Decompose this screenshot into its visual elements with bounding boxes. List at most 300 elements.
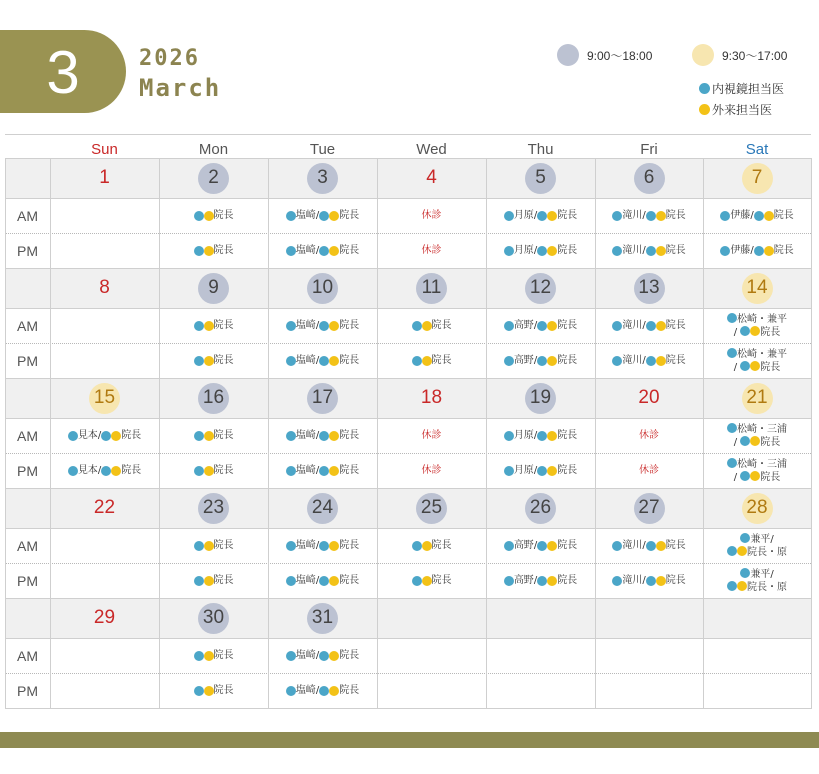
closed-label: 休診: [639, 464, 659, 476]
yellow-dot-icon: [204, 651, 214, 661]
day-header-thu: Thu: [527, 141, 554, 158]
endoscopy-doctor: 月原: [513, 244, 534, 256]
endoscopy-doctor: 滝川: [622, 209, 643, 221]
endoscopy-doctor: 滝川: [622, 354, 643, 366]
doctor-name: 院長: [760, 436, 781, 448]
pm-label: PM: [17, 242, 38, 259]
doctor-name: 院長: [557, 209, 578, 221]
blue-dot-icon: [319, 541, 329, 551]
schedule-slot[interactable]: [159, 453, 268, 488]
yellow-dot-icon: [699, 104, 710, 115]
blue-dot-icon: [504, 246, 514, 256]
schedule-slot[interactable]: 塩崎 / 院長: [268, 563, 377, 598]
date-cell[interactable]: [268, 378, 377, 418]
grid-line: [5, 308, 811, 309]
schedule-slot[interactable]: [159, 563, 268, 598]
yellow-dot-icon: [656, 246, 666, 256]
endoscopy-doctor: 兼平: [750, 568, 771, 580]
blue-dot-icon: [286, 211, 296, 221]
blue-dot-icon: [727, 423, 737, 433]
date-cell[interactable]: [377, 268, 486, 308]
date-cell[interactable]: [595, 158, 703, 198]
blue-dot-icon: [612, 356, 622, 366]
yellow-dot-icon: [547, 356, 557, 366]
doctor-name: 院長: [121, 429, 142, 441]
blue-dot-icon: [720, 211, 730, 221]
date-number: 20: [638, 387, 660, 408]
day-header-wed: Wed: [416, 141, 447, 158]
yellow-dot-icon: [764, 246, 774, 256]
blue-dot-icon: [740, 436, 750, 446]
yellow-dot-icon: [329, 431, 339, 441]
date-number: 17: [311, 387, 334, 408]
schedule-slot[interactable]: 高野 / 院長: [486, 528, 595, 563]
legend-outpatient-text: 外来担当医: [712, 103, 773, 117]
endoscopy-doctor: 塩崎: [295, 464, 316, 476]
doctor-name: 院長: [557, 464, 578, 476]
yellow-dot-icon: [656, 541, 666, 551]
dotted-divider: [5, 673, 811, 674]
blue-dot-icon: [740, 533, 750, 543]
schedule-slot[interactable]: [159, 308, 268, 343]
date-cell[interactable]: [268, 268, 377, 308]
date-cell[interactable]: [159, 598, 268, 638]
blue-dot-icon: [194, 686, 204, 696]
yellow-dot-icon: [547, 211, 557, 221]
blue-dot-icon: [504, 321, 514, 331]
doctor-name: 院長: [773, 244, 794, 256]
date-cell[interactable]: [486, 268, 595, 308]
endoscopy-doctor: 塩崎: [295, 574, 316, 586]
yellow-dot-icon: [547, 541, 557, 551]
doctor-name: 院長: [665, 354, 686, 366]
date-cell[interactable]: [159, 268, 268, 308]
schedule-slot[interactable]: 塩崎 / 院長: [268, 343, 377, 378]
schedule-slot[interactable]: [595, 418, 703, 453]
schedule-slot[interactable]: 滝川 / 院長: [595, 343, 703, 378]
yellow-dot-icon: [204, 431, 214, 441]
calendar-grid: [5, 134, 811, 709]
endoscopy-doctor: 塩崎: [295, 244, 316, 256]
doctor-name: 院長: [339, 574, 360, 586]
date-number: 15: [93, 387, 116, 408]
date-cell[interactable]: [50, 378, 159, 418]
schedule-slot[interactable]: 塩崎 / 院長: [268, 453, 377, 488]
date-cell[interactable]: [595, 378, 703, 418]
date-cell[interactable]: [159, 488, 268, 528]
grid-line: [5, 528, 811, 529]
date-cell[interactable]: [703, 158, 811, 198]
doctor-name: 院長: [121, 464, 142, 476]
blue-dot-icon: [286, 686, 296, 696]
blue-dot-icon: [504, 356, 514, 366]
schedule-slot[interactable]: 塩崎 / 院長: [268, 528, 377, 563]
date-number: 18: [420, 387, 443, 408]
blue-dot-icon: [537, 246, 547, 256]
yellow-dot-icon: [422, 541, 432, 551]
blue-dot-icon: [646, 541, 656, 551]
schedule-slot[interactable]: 滝川 / 院長: [595, 308, 703, 343]
endoscopy-doctor: 見本: [77, 429, 98, 441]
date-number: 22: [93, 497, 116, 518]
blue-dot-icon: [194, 431, 204, 441]
blue-dot-icon: [101, 466, 111, 476]
date-cell[interactable]: [486, 378, 595, 418]
endoscopy-doctor: 伊藤: [730, 209, 751, 221]
date-cell[interactable]: [703, 378, 811, 418]
date-cell[interactable]: [377, 378, 486, 418]
schedule-slot[interactable]: 松崎・兼平 / 院長: [703, 308, 811, 343]
yellow-dot-icon: [329, 576, 339, 586]
date-number: 12: [529, 277, 552, 298]
schedule-slot[interactable]: [595, 453, 703, 488]
schedule-slot[interactable]: 塩崎 / 院長: [268, 418, 377, 453]
schedule-slot[interactable]: 塩崎 / 院長: [268, 308, 377, 343]
blue-dot-icon: [612, 246, 622, 256]
schedule-slot[interactable]: 月原 / 院長: [486, 233, 595, 268]
schedule-slot[interactable]: 塩崎 / 院長: [268, 233, 377, 268]
schedule-slot[interactable]: 月原 / 院長: [486, 418, 595, 453]
yellow-dot-icon: [329, 321, 339, 331]
blue-dot-icon: [646, 576, 656, 586]
blue-dot-icon: [412, 541, 422, 551]
endoscopy-doctor: 松崎・兼平: [737, 313, 787, 325]
am-label: AM: [17, 317, 38, 334]
doctor-name: 院長: [339, 464, 360, 476]
endoscopy-doctor: 松崎・兼平: [737, 348, 787, 360]
doctor-name: 院長: [557, 354, 578, 366]
blue-dot-icon: [727, 581, 737, 591]
schedule-slot[interactable]: 兼平/ 院長・原: [703, 528, 811, 563]
date-number: 26: [529, 497, 552, 518]
schedule-slot[interactable]: 塩崎 / 院長: [268, 198, 377, 233]
date-number: 13: [638, 277, 660, 298]
grid-line: [5, 638, 811, 639]
doctor-name: 院長: [339, 244, 360, 256]
blue-dot-icon: [504, 541, 514, 551]
legend-endoscopy-text: 内視鏡担当医: [712, 82, 785, 96]
date-cell[interactable]: [268, 488, 377, 528]
blue-dot-icon: [537, 211, 547, 221]
closed-label: 休診: [421, 244, 442, 256]
doctor-name: 院長: [431, 539, 452, 551]
schedule-slot[interactable]: 伊藤 / 院長: [703, 198, 811, 233]
schedule-slot[interactable]: [377, 233, 486, 268]
blue-dot-icon: [740, 361, 750, 371]
date-number: 29: [93, 607, 116, 628]
doctor-name: 院長: [665, 319, 686, 331]
endoscopy-doctor: 見本: [77, 464, 98, 476]
endoscopy-doctor: 松崎・三浦: [737, 458, 787, 470]
doctor-name: 院長: [213, 464, 234, 476]
doctor-name: 院長: [213, 684, 234, 696]
date-cell[interactable]: [50, 488, 159, 528]
yellow-dot-icon: [204, 466, 214, 476]
blue-dot-icon: [286, 541, 296, 551]
yellow-dot-icon: [204, 211, 214, 221]
doctor-name: 院長: [557, 319, 578, 331]
schedule-slot[interactable]: 月原 / 院長: [486, 453, 595, 488]
schedule-slot[interactable]: 滝川 / 院長: [595, 198, 703, 233]
doctor-name: 院長・原: [747, 581, 787, 593]
yellow-dot-icon: [329, 686, 339, 696]
date-number: 14: [746, 277, 768, 298]
schedule-slot[interactable]: [377, 563, 486, 598]
date-cell[interactable]: [268, 598, 377, 638]
schedule-slot[interactable]: 月原 / 院長: [486, 198, 595, 233]
dotted-divider: [5, 343, 811, 344]
date-cell[interactable]: [50, 158, 159, 198]
blue-dot-icon: [537, 541, 547, 551]
schedule-slot[interactable]: 滝川 / 院長: [595, 528, 703, 563]
doctor-name: 院長: [213, 574, 234, 586]
grid-line: [5, 268, 811, 269]
schedule-slot[interactable]: 松崎・三浦 / 院長: [703, 418, 811, 453]
blue-dot-icon: [537, 356, 547, 366]
grid-line: [811, 158, 812, 709]
endoscopy-doctor: 高野: [513, 574, 534, 586]
dotted-divider: [5, 453, 811, 454]
endoscopy-doctor: 高野: [513, 354, 534, 366]
yellow-dot-icon: [547, 576, 557, 586]
schedule-slot[interactable]: 高野 / 院長: [486, 563, 595, 598]
blue-dot-icon: [319, 651, 329, 661]
blue-dot-icon: [727, 348, 737, 358]
grid-line: [5, 488, 811, 489]
yellow-dot-icon: [204, 576, 214, 586]
schedule-slot[interactable]: [159, 233, 268, 268]
doctor-name: 院長: [339, 649, 360, 661]
date-cell[interactable]: [159, 378, 268, 418]
schedule-slot[interactable]: [159, 418, 268, 453]
schedule-slot[interactable]: [159, 198, 268, 233]
yellow-dot-icon: [656, 576, 666, 586]
blue-dot-icon: [504, 431, 514, 441]
doctor-name: 院長: [665, 244, 686, 256]
schedule-slot[interactable]: [377, 198, 486, 233]
blue-dot-icon: [319, 211, 329, 221]
schedule-slot[interactable]: [377, 453, 486, 488]
date-cell[interactable]: [159, 158, 268, 198]
legend-gray-text: 9:00〜18:00: [587, 48, 653, 63]
endoscopy-doctor: 高野: [513, 539, 534, 551]
blue-dot-icon: [537, 321, 547, 331]
date-cell[interactable]: [50, 268, 159, 308]
schedule-slot[interactable]: 高野 / 院長: [486, 343, 595, 378]
schedule-slot[interactable]: 見本 / 院長: [50, 418, 159, 453]
doctor-name: 院長: [665, 574, 686, 586]
day-header-tue: Tue: [309, 141, 336, 158]
schedule-slot[interactable]: [159, 343, 268, 378]
grid-line: [5, 418, 811, 419]
date-number: 7: [751, 167, 763, 188]
closed-label: 休診: [639, 429, 659, 441]
closed-label: 休診: [421, 429, 442, 441]
doctor-name: 院長: [339, 429, 360, 441]
doctor-name: 院長: [213, 319, 234, 331]
blue-dot-icon: [740, 326, 750, 336]
schedule-slot[interactable]: 高野 / 院長: [486, 308, 595, 343]
date-number: 4: [426, 167, 437, 188]
blue-dot-icon: [412, 321, 422, 331]
blue-dot-icon: [727, 546, 737, 556]
schedule-slot[interactable]: 塩崎 / 院長: [268, 638, 377, 673]
yellow-dot-icon: [329, 651, 339, 661]
schedule-slot[interactable]: 滝川 / 院長: [595, 233, 703, 268]
yellow-dot-icon: [547, 466, 557, 476]
yellow-dot-icon: [204, 686, 214, 696]
date-cell[interactable]: [486, 158, 595, 198]
endoscopy-doctor: 伊藤: [730, 244, 751, 256]
month-name: March: [139, 74, 222, 102]
footer-bar: [0, 732, 819, 748]
yellow-dot-icon: [750, 436, 760, 446]
endoscopy-doctor: 塩崎: [295, 684, 316, 696]
endoscopy-doctor: 塩崎: [295, 354, 316, 366]
blue-dot-icon: [194, 576, 204, 586]
yellow-dot-icon: [547, 246, 557, 256]
doctor-name: 院長: [339, 209, 360, 221]
schedule-slot[interactable]: 滝川 / 院長: [595, 563, 703, 598]
endoscopy-doctor: 月原: [513, 209, 534, 221]
closed-label: 休診: [421, 209, 442, 221]
grid-line: [703, 158, 704, 709]
grid-line: [5, 708, 811, 709]
blue-dot-icon: [699, 83, 710, 94]
grid-line: [595, 158, 596, 709]
schedule-slot[interactable]: 松崎・兼平 / 院長: [703, 343, 811, 378]
am-label: AM: [17, 537, 38, 554]
date-cell[interactable]: [703, 488, 811, 528]
blue-dot-icon: [286, 321, 296, 331]
yellow-dot-icon: [329, 356, 339, 366]
yellow-dot-icon: [656, 321, 666, 331]
date-number: 2: [208, 167, 219, 188]
date-number: 16: [202, 387, 225, 408]
doctor-name: 院長: [665, 539, 686, 551]
blue-dot-icon: [319, 466, 329, 476]
blue-dot-icon: [286, 356, 296, 366]
schedule-slot[interactable]: 兼平/ 院長・原: [703, 563, 811, 598]
date-cell[interactable]: [703, 268, 811, 308]
blue-dot-icon: [537, 466, 547, 476]
date-cell[interactable]: [595, 268, 703, 308]
date-number: 1: [99, 167, 110, 188]
yellow-dot-icon: [329, 466, 339, 476]
blue-dot-icon: [194, 541, 204, 551]
date-number: 9: [208, 277, 219, 298]
legend-endoscopy: [699, 80, 784, 97]
am-label: AM: [17, 647, 38, 664]
doctor-name: 院長: [339, 539, 360, 551]
schedule-slot[interactable]: [377, 528, 486, 563]
yellow-dot-icon: [764, 211, 774, 221]
schedule-slot[interactable]: 伊藤 / 院長: [703, 233, 811, 268]
pm-label: PM: [17, 682, 38, 699]
blue-dot-icon: [504, 211, 514, 221]
day-header-sun: Sun: [91, 141, 118, 158]
grid-line: [50, 158, 51, 709]
blue-dot-icon: [646, 321, 656, 331]
schedule-slot[interactable]: 見本 / 院長: [50, 453, 159, 488]
endoscopy-doctor: 兼平: [750, 533, 771, 545]
blue-dot-icon: [504, 576, 514, 586]
date-cell[interactable]: [377, 488, 486, 528]
endoscopy-doctor: 松崎・三浦: [737, 423, 787, 435]
yellow-dot-icon: [547, 321, 557, 331]
schedule-slot[interactable]: 松崎・三浦 / 院長: [703, 453, 811, 488]
blue-dot-icon: [537, 431, 547, 441]
blue-dot-icon: [612, 321, 622, 331]
endoscopy-doctor: 塩崎: [295, 429, 316, 441]
schedule-slot[interactable]: [159, 528, 268, 563]
pm-label: PM: [17, 572, 38, 589]
date-cell[interactable]: [268, 158, 377, 198]
yellow-dot-icon: [111, 431, 121, 441]
blue-dot-icon: [754, 246, 764, 256]
date-cell[interactable]: [50, 598, 159, 638]
blue-dot-icon: [319, 356, 329, 366]
blue-dot-icon: [612, 211, 622, 221]
blue-dot-icon: [319, 576, 329, 586]
endoscopy-doctor: 塩崎: [295, 319, 316, 331]
doctor-name: 院長: [213, 244, 234, 256]
yellow-dot-icon: [422, 321, 432, 331]
doctor-name: 院長: [665, 209, 686, 221]
doctor-name: 院長: [213, 209, 234, 221]
date-cell[interactable]: [486, 488, 595, 528]
date-number: 28: [746, 497, 768, 518]
schedule-slot[interactable]: [159, 673, 268, 708]
date-number: 8: [99, 277, 110, 298]
date-number: 31: [311, 607, 334, 628]
am-label: AM: [17, 207, 38, 224]
date-cell[interactable]: [595, 488, 703, 528]
blue-dot-icon: [646, 356, 656, 366]
date-number: 27: [638, 497, 660, 518]
date-cell[interactable]: [377, 158, 486, 198]
date-number: 25: [420, 497, 443, 518]
legend-yellow-hours: [692, 44, 787, 66]
year-label: 2026: [139, 46, 200, 71]
day-header-fri: Fri: [640, 141, 658, 158]
doctor-name: 院長: [760, 471, 781, 483]
legend-outpatient: [699, 101, 772, 118]
grid-line: [5, 378, 811, 379]
yellow-dot-icon: [750, 361, 760, 371]
doctor-name: 院長・原: [747, 546, 787, 558]
endoscopy-doctor: 滝川: [622, 319, 643, 331]
blue-dot-icon: [194, 356, 204, 366]
doctor-name: 院長: [557, 429, 578, 441]
grid-line: [486, 158, 487, 709]
schedule-slot[interactable]: [377, 308, 486, 343]
blue-dot-icon: [504, 466, 514, 476]
blue-dot-icon: [412, 576, 422, 586]
blue-dot-icon: [612, 541, 622, 551]
schedule-slot[interactable]: 塩崎 / 院長: [268, 673, 377, 708]
schedule-slot[interactable]: [377, 343, 486, 378]
date-number: 5: [535, 167, 546, 188]
endoscopy-doctor: 高野: [513, 319, 534, 331]
yellow-dot-icon: [656, 356, 666, 366]
endoscopy-doctor: 滝川: [622, 244, 643, 256]
blue-dot-icon: [101, 431, 111, 441]
am-label: AM: [17, 427, 38, 444]
schedule-slot[interactable]: [377, 418, 486, 453]
schedule-slot[interactable]: [159, 638, 268, 673]
doctor-name: 院長: [339, 684, 360, 696]
